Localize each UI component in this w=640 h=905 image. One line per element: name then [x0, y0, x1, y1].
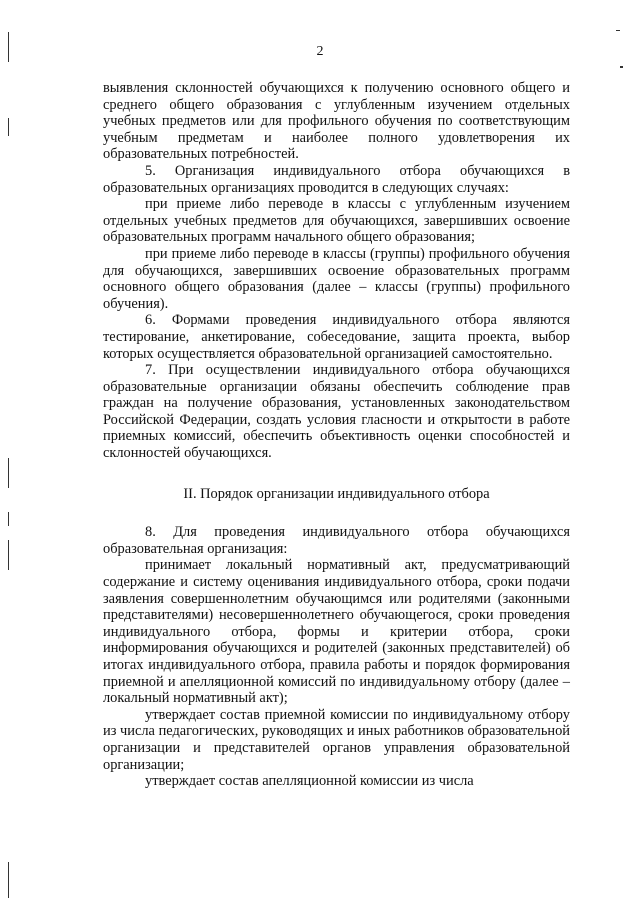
paragraph: утверждает состав апелляционной комиссии из числа	[145, 773, 474, 790]
paragraph: 6. Формами проведения индивидуального отбора являются тестирование, анкетирование, собеседование, защита проекта, выбор которых осуществляется образовательной организацией самостоятельно.	[103, 312, 570, 362]
scan-edge-mark	[8, 512, 9, 526]
scan-edge-mark	[616, 30, 620, 31]
paragraph: 8. Для проведения индивидуального отбора обучающихся образовательная организация:	[103, 524, 570, 557]
paragraph: утверждает состав приемной комиссии по индивидуальному отбору из числа педагогических, руководящих и иных работников образовательной организации и представителей органов управления образовательной организации;	[103, 706, 570, 773]
paragraph: принимает локальный нормативный акт, предусматривающий содержание и систему оценивания индивидуального отбора, сроки подачи заявления совершеннолетним обучающимся или родителями (законными представителями) несовершеннолетнего обучающегося, сроки проведения индивидуального отбора, формы и критерии отбора, сроки информирования обучающихся и родителей (законных представителей) об итогах индивидуального отбора, правила работы и порядок формирования приемной и апелляционной комиссий по индивидуальному отбору (далее – локальный нормативный акт);	[103, 557, 570, 707]
scan-edge-mark	[620, 66, 623, 68]
paragraph: 7. При осуществлении индивидуального отбора обучающихся образовательные организации обязаны обеспечить соблюдение прав граждан на получение образования, установленных законодательством Российской Федерации, создать условия гласности и открытости в работе приемных комиссий, обеспечить объективность оценки способностей и склонностей обучающихся.	[103, 362, 570, 462]
page-number: 2	[316, 44, 324, 59]
scan-edge-mark	[8, 540, 9, 570]
paragraph: 5. Организация индивидуального отбора обучающихся в образовательных организациях проводится в следующих случаях:	[103, 162, 570, 196]
section-heading: II. Порядок организации индивидуального отбора	[183, 485, 490, 502]
scan-edge-mark	[8, 458, 9, 488]
scan-edge-mark	[8, 862, 9, 898]
paragraph: выявления склонностей обучающихся к получению основного общего и среднего общего образования с углубленным изучением отдельных учебных предметов или для профильного обучения по соответствующим учебным предметам и наиболее полного удовлетворения их образовательных потребностей.	[103, 80, 570, 163]
paragraph: при приеме либо переводе в классы (группы) профильного обучения для обучающихся, завершивших освоение образовательных программ основного общего образования (далее – классы (группы) профильного обучения).	[103, 245, 570, 312]
scan-edge-mark	[8, 118, 9, 136]
document-body	[103, 80, 570, 790]
paragraph: при приеме либо переводе в классы с углубленным изучением отдельных учебных предметов для обучающихся, завершивших освоение образовательных программ начального общего образования;	[103, 196, 570, 246]
